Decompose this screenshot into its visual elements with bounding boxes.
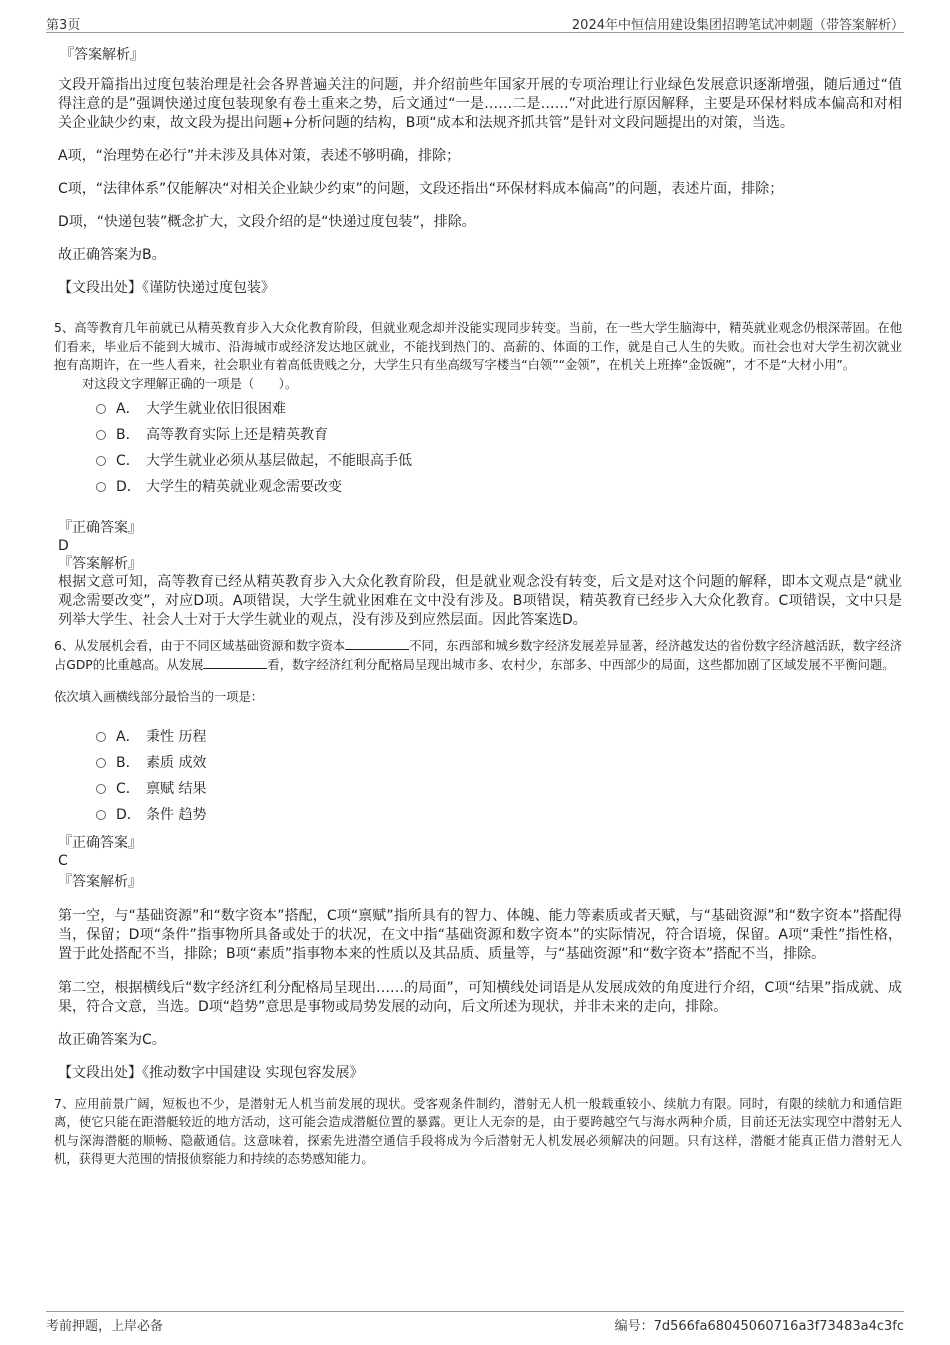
q6-answer: C — [58, 852, 68, 869]
option-key: A． — [116, 401, 140, 417]
blank-line — [203, 656, 267, 669]
q6-option-c[interactable] — [96, 776, 902, 802]
q5-answer-label: 『正确答案』 — [58, 520, 142, 536]
q5-option-d[interactable] — [96, 474, 902, 500]
radio-icon[interactable] — [96, 456, 106, 466]
radio-icon[interactable] — [96, 430, 106, 440]
q5-analysis-label: 『答案解析』 — [58, 556, 142, 572]
document-code: 编号：7d566fa68045060716a3f73483a4c3fc — [614, 1319, 904, 1334]
page-content — [54, 40, 902, 1169]
q5-question: 对这段文字理解正确的一项是（ ）。 — [82, 376, 298, 391]
q5-answer: D — [58, 538, 69, 554]
q5-options — [96, 396, 902, 500]
q4-source-label: 【文段出处】 — [58, 280, 142, 296]
q4-source-title: 《谨防快递过度包装》 — [142, 280, 275, 296]
q5-stem: 5、高等教育几年前就已从精英教育步入大众化教育阶段，但就业观念却并没能实现同步转变。当前，在一些大学生脑海中，精英就业观念仍根深蒂固。在他们看来，毕业后不能到大城市、沿海城市或经济发达地区就业，不能找到热门的、高薪的、体面的工作，就是自己人生的失败。而社会也对大学生初次就业抱有高期许，在一些人看来，社会职业有着高低贵贱之分，大学生只有坐高级写字楼当“白领”“金领”，在机关上班捧“金饭碗”，才不是“大材小用”。 — [54, 321, 902, 372]
q4-analysis: 文段开篇指出过度包装治理是社会各界普遍关注的问题，并介绍前些年国家开展的专项治理让行业绿色发展意识逐渐增强，随后通过“值得注意的是”强调快递过度包装现象有卷土重来之势，后文通过“一是……二是……”对此进行原因解释，主要是环保材料成本偏高和对相关企业缺少约束，故文段为提出问题+分析问题的结构，B项“成本和法规齐抓共管”是针对文段问题提出的对策，当选。 — [58, 77, 902, 131]
radio-icon[interactable] — [96, 404, 106, 414]
option-text: 禀赋 结果 — [146, 780, 207, 797]
radio-icon[interactable] — [96, 482, 106, 492]
q6-option-d[interactable] — [96, 802, 902, 828]
q4-conclusion: 故正确答案为B。 — [58, 247, 166, 263]
q6-source-label: 【文段出处】 — [58, 1064, 142, 1081]
option-key: B． — [116, 754, 140, 771]
option-text: 大学生就业必须从基层做起，不能眼高手低 — [146, 453, 412, 469]
q7-stem: 7、应用前景广阔，短板也不少，是潜射无人机当前发展的现状。受客观条件制约，潜射无人机一般载重较小、续航力有限。同时，有限的续航力和通信距离，使它只能在距潜艇较近的地方活动，这可能会造成潜艇位置的暴露。更让人无奈的是，由于要跨越空气与海水两种介质，目前还无法实现空中潜射无人机与深海潜艇的顺畅、隐蔽通信。这意味着，探索先进潜空通信手段将成为今后潜射无人机发展必须解决的问题。只有这样，潜艇才能真正借力潜射无人机，获得更大范围的情报侦察能力和持续的态势感知能力。 — [54, 1096, 902, 1166]
q6-analysis-2: 第二空，根据横线后“数字经济红利分配格局呈现出……的局面”，可知横线处词语是从发展成效的角度进行介绍，C项“结果”指成就、成果，符合文意，当选。D项“趋势”意思是事物或局势发展的动向，后文所述为现状，并非未来的走向，排除。 — [58, 979, 902, 1015]
footer-slogan: 考前押题，上岸必备 — [46, 1319, 164, 1334]
q5-option-a[interactable] — [96, 396, 902, 422]
page-number: 第3页 — [46, 18, 81, 33]
radio-icon[interactable] — [96, 784, 106, 794]
radio-icon[interactable] — [96, 732, 106, 742]
q6-analysis-label: 『答案解析』 — [58, 873, 142, 890]
q4-analysis-label: 『答案解析』 — [60, 47, 144, 63]
q6-stem-part3: 看，数字经济红利分配格局呈现出城市多、农村少，东部多、中西部少的局面，这些都加剧了区域发展不平衡问题。 — [267, 657, 895, 672]
option-text: 高等教育实际上还是精英教育 — [146, 427, 328, 443]
q6-analysis-1: 第一空，与“基础资源”和“数字资本”搭配，C项“禀赋”指所具有的智力、体魄、能力等素质或者天赋，与“基础资源”和“数字资本”搭配得当，保留；D项“条件”指事物所具备或处于的状况，在文中指“基础资源和数字资本”的实际情况，符合语境，保留。A项“秉性”指性格，置于此处搭配不当，排除；B项“素质”指事物本来的性质以及其品质、质量等，与“基础资源”和“数字资本”搭配不当，排除。 — [58, 907, 902, 962]
option-text: 大学生的精英就业观念需要改变 — [146, 479, 342, 495]
q6-answer-label: 『正确答案』 — [58, 834, 142, 851]
q4-source — [54, 279, 902, 298]
q6-stem-part2: 不同，东西部和城乡数字经济发展差异显著，经济越发达的省份数字经济越活跃，数字经济占GDP的比重越高。从发展 — [54, 639, 902, 672]
q5-analysis: 根据文意可知，高等教育已经从精英教育步入大众化教育阶段，但是就业观念没有转变，后文是对这个问题的解释，即本文观点是“就业观念需要改变”，对应D项。A项错误，大学生就业困难在文中没有涉及。B项错误，精英教育已经步入大众化教育。C项错误，文中只是列举大学生、社会人士对于大学生就业的观点，没有涉及到应然层面。因此答案选D。 — [58, 574, 902, 628]
option-text: 大学生就业依旧很困难 — [146, 401, 286, 417]
page-header — [46, 12, 904, 33]
radio-icon[interactable] — [96, 810, 106, 820]
q5-option-c[interactable] — [96, 448, 902, 474]
q6-stem-part1: 6、从发展机会看，由于不同区域基础资源和数字资本 — [54, 639, 346, 653]
q4-option-c-note: C项，“法律体系”仅能解决“对相关企业缺少约束”的问题，文段还指出“环保材料成本偏高”的问题，表述片面，排除； — [58, 181, 784, 197]
q6-question: 依次填入画横线部分最恰当的一项是： — [54, 690, 264, 704]
q6-source-title: 《推动数字中国建设 实现包容发展》 — [142, 1064, 364, 1081]
option-text: 素质 成效 — [146, 754, 207, 771]
option-key: B． — [116, 427, 140, 443]
q6-option-a[interactable] — [96, 724, 902, 750]
q6-source — [54, 1064, 902, 1083]
q6-options — [96, 724, 902, 828]
blank-line — [345, 637, 409, 650]
q6-conclusion: 故正确答案为C。 — [58, 1031, 166, 1048]
option-key: C． — [116, 780, 140, 797]
q6-stem — [54, 637, 902, 674]
q6-option-b[interactable] — [96, 750, 902, 776]
option-text: 条件 趋势 — [146, 806, 207, 823]
document-title: 2024年中恒信用建设集团招聘笔试冲刺题（带答案解析） — [571, 18, 904, 33]
q4-option-d-note: D项，“快递包装”概念扩大，文段介绍的是“快递过度包装”，排除。 — [58, 214, 476, 230]
option-key: D． — [116, 479, 141, 495]
option-key: D． — [116, 806, 141, 823]
radio-icon[interactable] — [96, 758, 106, 768]
option-text: 秉性 历程 — [146, 728, 207, 745]
page-footer — [46, 1311, 904, 1334]
option-key: C． — [116, 453, 140, 469]
q5-option-b[interactable] — [96, 422, 902, 448]
option-key: A． — [116, 728, 140, 745]
q4-option-a-note: A项，“治理势在必行”并未涉及具体对策，表述不够明确，排除； — [58, 148, 461, 164]
